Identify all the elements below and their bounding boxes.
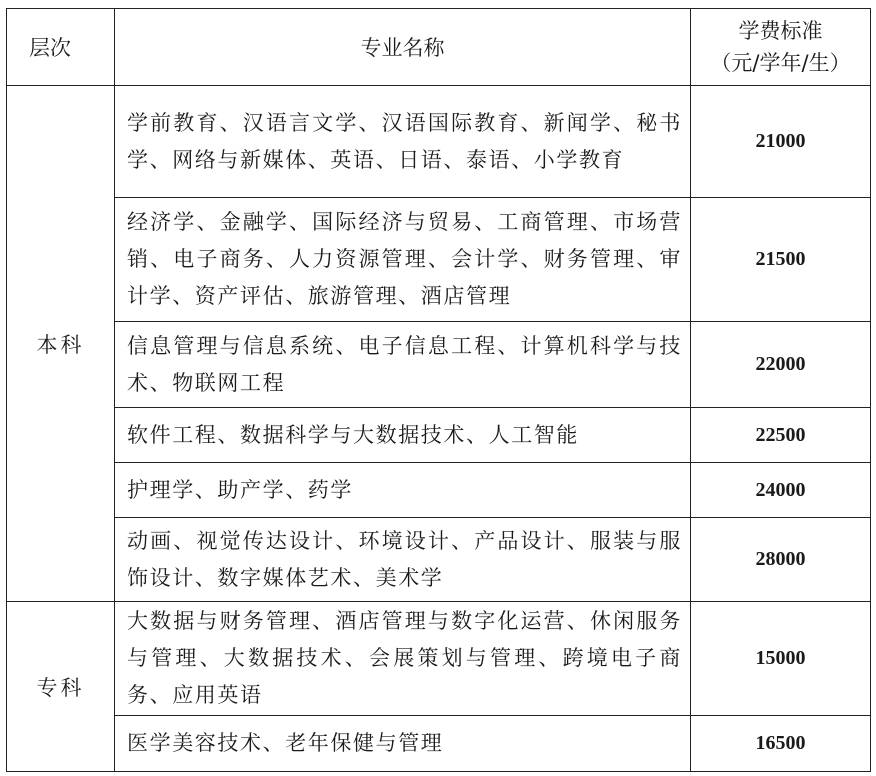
table-row <box>7 198 871 322</box>
table-row <box>7 408 871 463</box>
table-row <box>7 716 871 772</box>
major-cell: 学前教育、汉语言文学、汉语国际教育、新闻学、秘书学、网络与新媒体、英语、日语、泰语、小学教育 <box>115 86 691 198</box>
table-row <box>7 322 871 408</box>
major-cell: 经济学、金融学、国际经济与贸易、工商管理、市场营销、电子商务、人力资源管理、会计学、财务管理、审计学、资产评估、旅游管理、酒店管理 <box>115 198 691 322</box>
level-junior: 专科 <box>7 602 115 772</box>
table-row <box>7 518 871 602</box>
major-cell: 大数据与财务管理、酒店管理与数字化运营、休闲服务与管理、大数据技术、会展策划与管理、跨境电子商务、应用英语 <box>115 602 691 716</box>
fee-cell: 28000 <box>691 518 871 602</box>
fee-cell: 21000 <box>691 86 871 198</box>
fee-cell: 24000 <box>691 463 871 518</box>
fee-cell: 15000 <box>691 602 871 716</box>
table-row <box>7 602 871 716</box>
header-fee-line1: 学费标准 <box>738 19 823 43</box>
table-row <box>7 86 871 198</box>
major-cell: 信息管理与信息系统、电子信息工程、计算机科学与技术、物联网工程 <box>115 322 691 408</box>
header-row <box>7 9 871 86</box>
major-cell: 动画、视觉传达设计、环境设计、产品设计、服装与服饰设计、数字媒体艺术、美术学 <box>115 518 691 602</box>
fee-cell: 22500 <box>691 408 871 463</box>
major-cell: 软件工程、数据科学与大数据技术、人工智能 <box>115 408 691 463</box>
fee-cell: 16500 <box>691 716 871 772</box>
table-row <box>7 463 871 518</box>
header-fee <box>691 9 871 86</box>
major-cell: 护理学、助产学、药学 <box>115 463 691 518</box>
header-major: 专业名称 <box>115 9 691 86</box>
header-level: 层次 <box>7 9 115 86</box>
fee-cell: 22000 <box>691 322 871 408</box>
major-cell: 医学美容技术、老年保健与管理 <box>115 716 691 772</box>
header-fee-line2: （元/学年/生） <box>710 51 851 75</box>
level-undergrad: 本科 <box>7 86 115 602</box>
fee-cell: 21500 <box>691 198 871 322</box>
tuition-fee-table <box>6 8 871 772</box>
